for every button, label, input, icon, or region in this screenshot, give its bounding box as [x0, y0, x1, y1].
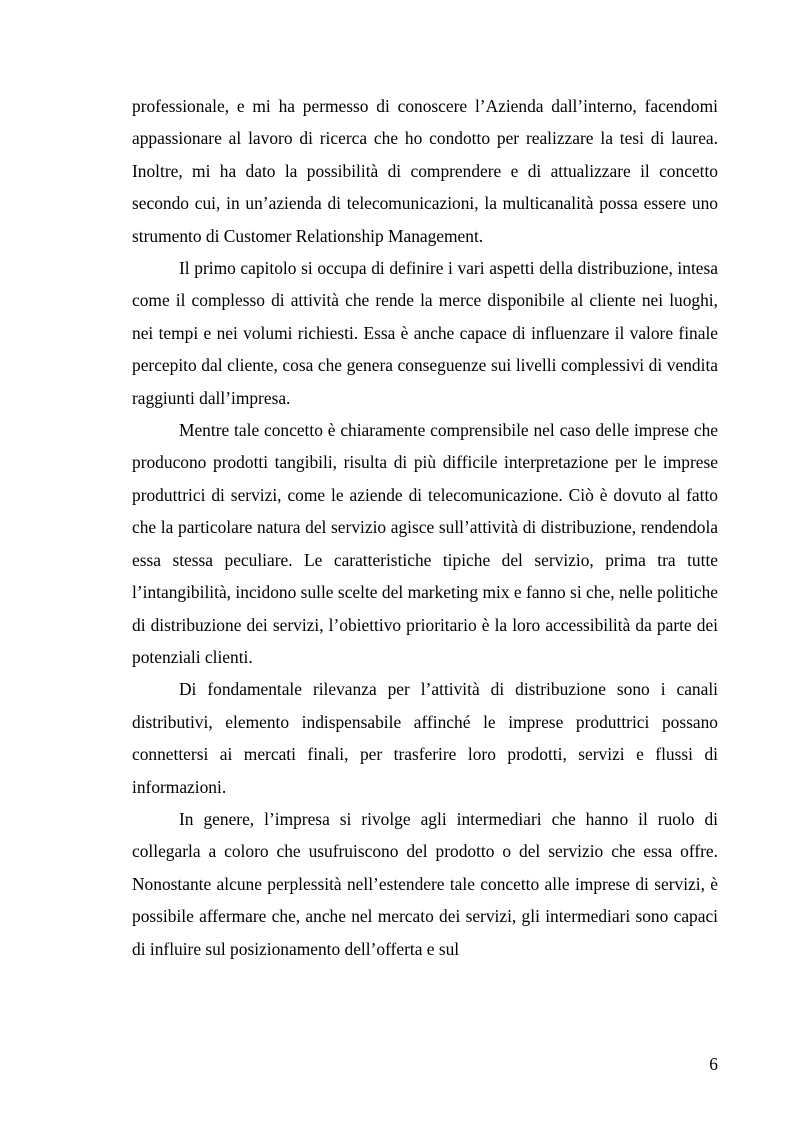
body-text: [132, 90, 718, 965]
page-number: 6: [709, 1054, 718, 1074]
paragraph-continuation: professionale, e mi ha permesso di conoscere l’Azienda dall’interno, facendomi appassionare al lavoro di ricerca che ho condotto per realizzare la tesi di laurea. Inoltre, mi ha dato la possibilità di comprendere e di attualizzare il concetto secondo cui, in un’azienda di telecomunicazioni, la multicanalità possa essere uno strumento di Customer Relationship Management.: [132, 96, 718, 246]
paragraph: Di fondamentale rilevanza per l’attività di distribuzione sono i canali distributivi, elemento indispensabile affinché le imprese produttrici possano connettersi ai mercati finali, per trasferire loro prodotti, servizi e flussi di informazioni.: [132, 679, 718, 797]
paragraph: In genere, l’impresa si rivolge agli intermediari che hanno il ruolo di collegarla a coloro che usufruiscono del prodotto o del servizio che essa offre. Nonostante alcune perplessità nell’estendere tale concetto alle imprese di servizi, è possibile affermare che, anche nel mercato dei servizi, gli intermediari sono capaci di influire sul posizionamento dell’offerta e sul: [132, 808, 718, 959]
paragraph: Mentre tale concetto è chiaramente comprensibile nel caso delle imprese che producono prodotti tangibili, risulta di più difficile interpretazione per le imprese produttrici di servizi, come le aziende di telecomunicazione. Ciò è dovuto al fatto che la particolare natura del servizio agisce sull’attività di distribuzione, rendendola essa stessa peculiare. Le caratteristiche tipiche del servizio, prima tra tutte l’intangibilità, incidono sulle scelte del marketing mix e fanno si che, nelle politiche di distribuzione dei servizi, l’obiettivo prioritario è la loro accessibilità da parte dei potenziali clienti.: [132, 420, 718, 667]
paragraph: Il primo capitolo si occupa di definire i vari aspetti della distribuzione, intesa come il complesso di attività che rende la merce disponibile al cliente nei luoghi, nei tempi e nei volumi richiesti. Essa è anche capace di influenzare il valore finale percepito dal cliente, cosa che genera conseguenze sui livelli complessivi di vendita raggiunti dall’impresa.: [132, 258, 718, 408]
